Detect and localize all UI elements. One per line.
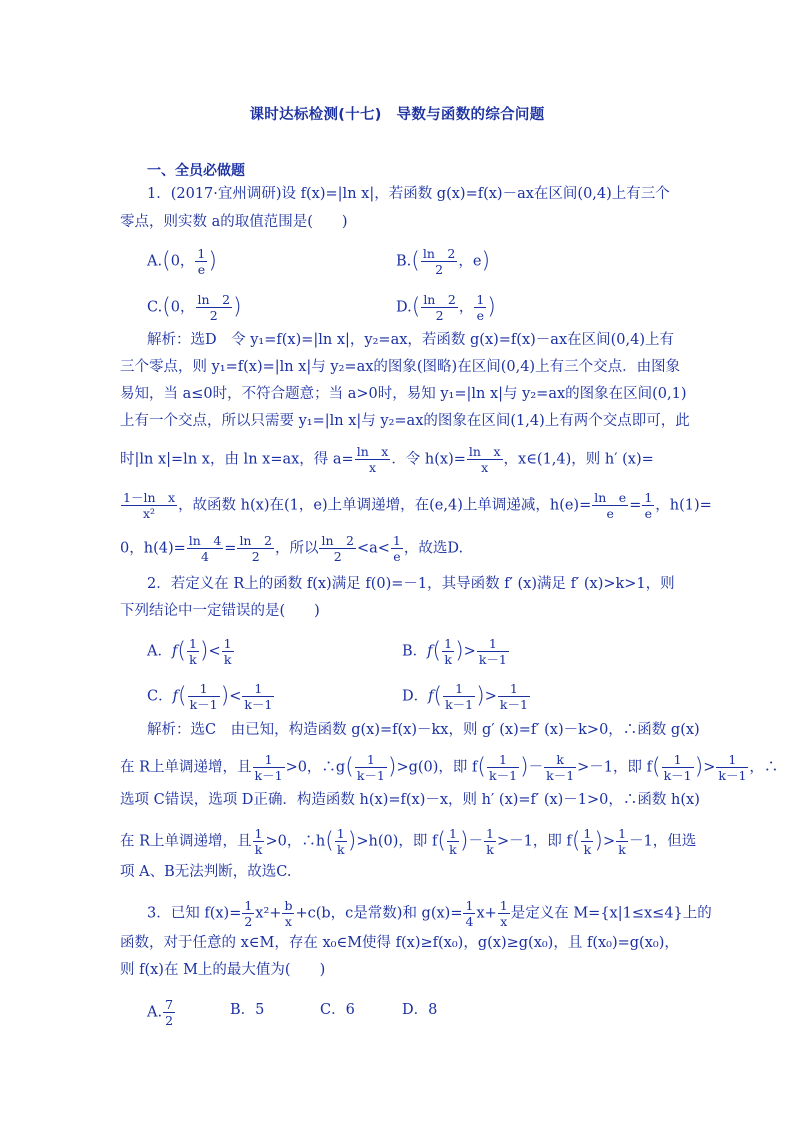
q1-solution-line4: 上有一个交点，所以只需要 y₁=|ln x|与 y₂=ax的图象在区间(1,4)上有两个交点即可，此 bbox=[120, 413, 690, 429]
q1-solution-line7: 0，h(4)= $\frac{\ln 4}{4}$ = $\frac{\ln 2}{2}$ ，所以 $\frac{\ln 2}{2}$ <a< $\frac{1}{e}$ ，故选D. bbox=[120, 533, 464, 564]
q3-option-d: D．8 bbox=[402, 1002, 438, 1018]
q1-option-b: B.( $\frac{\ln 2}{2}$ ，e) bbox=[396, 246, 491, 277]
q1-option-d: D.( $\frac{\ln 2}{2}$ ， $\frac{1}{e}$ ) bbox=[396, 292, 496, 323]
q2-option-c: C．f( $\frac{1}{k-1}$ )< $\frac{1}{k-1}$ bbox=[147, 681, 273, 712]
q3-option-a: A. $\frac{7}{2}$ bbox=[147, 997, 174, 1028]
q1-option-c: C.(0， $\frac{\ln 2}{2}$ ) bbox=[147, 292, 242, 323]
q2-solution-line1: 解析：选C 由已知，构造函数 g(x)=f(x)－kx，则 g′ (x)=f′ (x)－k>0，∴函数 g(x) bbox=[147, 722, 700, 738]
q3-stem-line1: 3．已知 f(x)= $\frac{1}{2}$ x²+ $\frac{b}{x}$ +c(b，c是常数)和 g(x)= $\frac{1}{4}$ x+ $\frac{1}{x}$ 是定义在 M={x|1≤x≤4}上的 bbox=[147, 898, 712, 929]
q1-stem-line2: 零点，则实数 a的取值范围是( ) bbox=[120, 214, 348, 230]
section-heading: 一、全员必做题 bbox=[147, 163, 245, 179]
q3-option-c: C．6 bbox=[320, 1002, 355, 1018]
q1-stem-line1: 1．(2017·宜州调研)设 f(x)=|ln x|，若函数 g(x)=f(x)－ax在区间(0,4)上有三个 bbox=[147, 186, 670, 202]
q2-option-a: A．f( $\frac{1}{k}$ )< $\frac{1}{k}$ bbox=[147, 636, 232, 667]
q2-solution-line4: 在 R上单调递增，且 $\frac{1}{k}$ >0，∴h( $\frac{1}{k}$ )>h(0)，即 f( $\frac{1}{k}$ )－ $\frac{1}{k}$ >－1，即 f( $\frac{1}{k}$ )> $\frac{1}{k}$ －1，但选 bbox=[120, 826, 697, 857]
q3-option-b: B．5 bbox=[230, 1002, 265, 1018]
q2-option-b: B．f( $\frac{1}{k}$ )> $\frac{1}{k-1}$ bbox=[402, 636, 507, 667]
q1-solution-line2: 三个零点，则 y₁=f(x)=|ln x|与 y₂=ax的图象(图略)在区间(0,4)上有三个交点．由图象 bbox=[120, 359, 681, 375]
q2-stem-line1: 2．若定义在 R上的函数 f(x)满足 f(0)=－1，其导函数 f′ (x)满足 f′ (x)>k>1，则 bbox=[147, 576, 675, 592]
q2-solution-line5: 项 A、B无法判断，故选C. bbox=[120, 864, 292, 880]
q1-solution-line5: 时|ln x|=ln x，由 ln x=ax，得 a= $\frac{\text{ln x}}{x}$ ．令 h(x)= $\frac{\text{ln x}}{x}$ ，x∈(1,4)，则 h′ (x)= bbox=[120, 444, 654, 475]
q2-stem-line2: 下列结论中一定错误的是( ) bbox=[120, 603, 320, 619]
q2-solution-line2: 在 R上单调递增，且 $\frac{1}{k-1}$ >0，∴g( $\frac{1}{k-1}$ )>g(0)，即 f( $\frac{1}{k-1}$ )－ $\frac{k}{k-1}$ >－1，即 f( $\frac{1}{k-1}$ )> $\frac{1}{k-1}$ ，∴ bbox=[120, 752, 779, 783]
q1-solution-line3: 易知，当 a≤0时，不符合题意；当 a>0时，易知 y₁=|ln x|与 y₂=ax的图象在区间(0,1) bbox=[120, 386, 687, 402]
q1-solution-line6: $\frac{\text{1－ln x}}{\text{x²}}$ ，故函数 h(x)在(1，e)上单调递增，在(e,4)上单调递减，h(e)= $\frac{\text{ln e}}{e}$ = $\frac{1}{e}$ ，h(1)= bbox=[123, 490, 712, 521]
q2-solution-line3: 选项 C错误，选项 D正确．构造函数 h(x)=f(x)－x，则 h′ (x)=f′ (x)－1>0，∴函数 h(x) bbox=[120, 792, 700, 808]
page-title: 课时达标检测(十七) 导数与函数的综合问题 bbox=[249, 107, 545, 123]
q1-option-a: A.(0， $\frac{1}{e}$ ) bbox=[147, 246, 217, 277]
q3-stem-line2: 函数，对于任意的 x∈M，存在 x₀∈M使得 f(x)≥f(x₀)，g(x)≥g(x₀)，且 f(x₀)=g(x₀)， bbox=[120, 935, 679, 951]
q1-solution-line1: 解析：选D 令 y₁=f(x)=|ln x|，y₂=ax，若函数 g(x)=f(x)－ax在区间(0,4)上有 bbox=[147, 332, 674, 348]
q3-stem-line3: 则 f(x)在 M上的最大值为( ) bbox=[120, 962, 326, 978]
q2-option-d: D．f( $\frac{1}{k-1}$ )> $\frac{1}{k-1}$ bbox=[402, 681, 528, 712]
